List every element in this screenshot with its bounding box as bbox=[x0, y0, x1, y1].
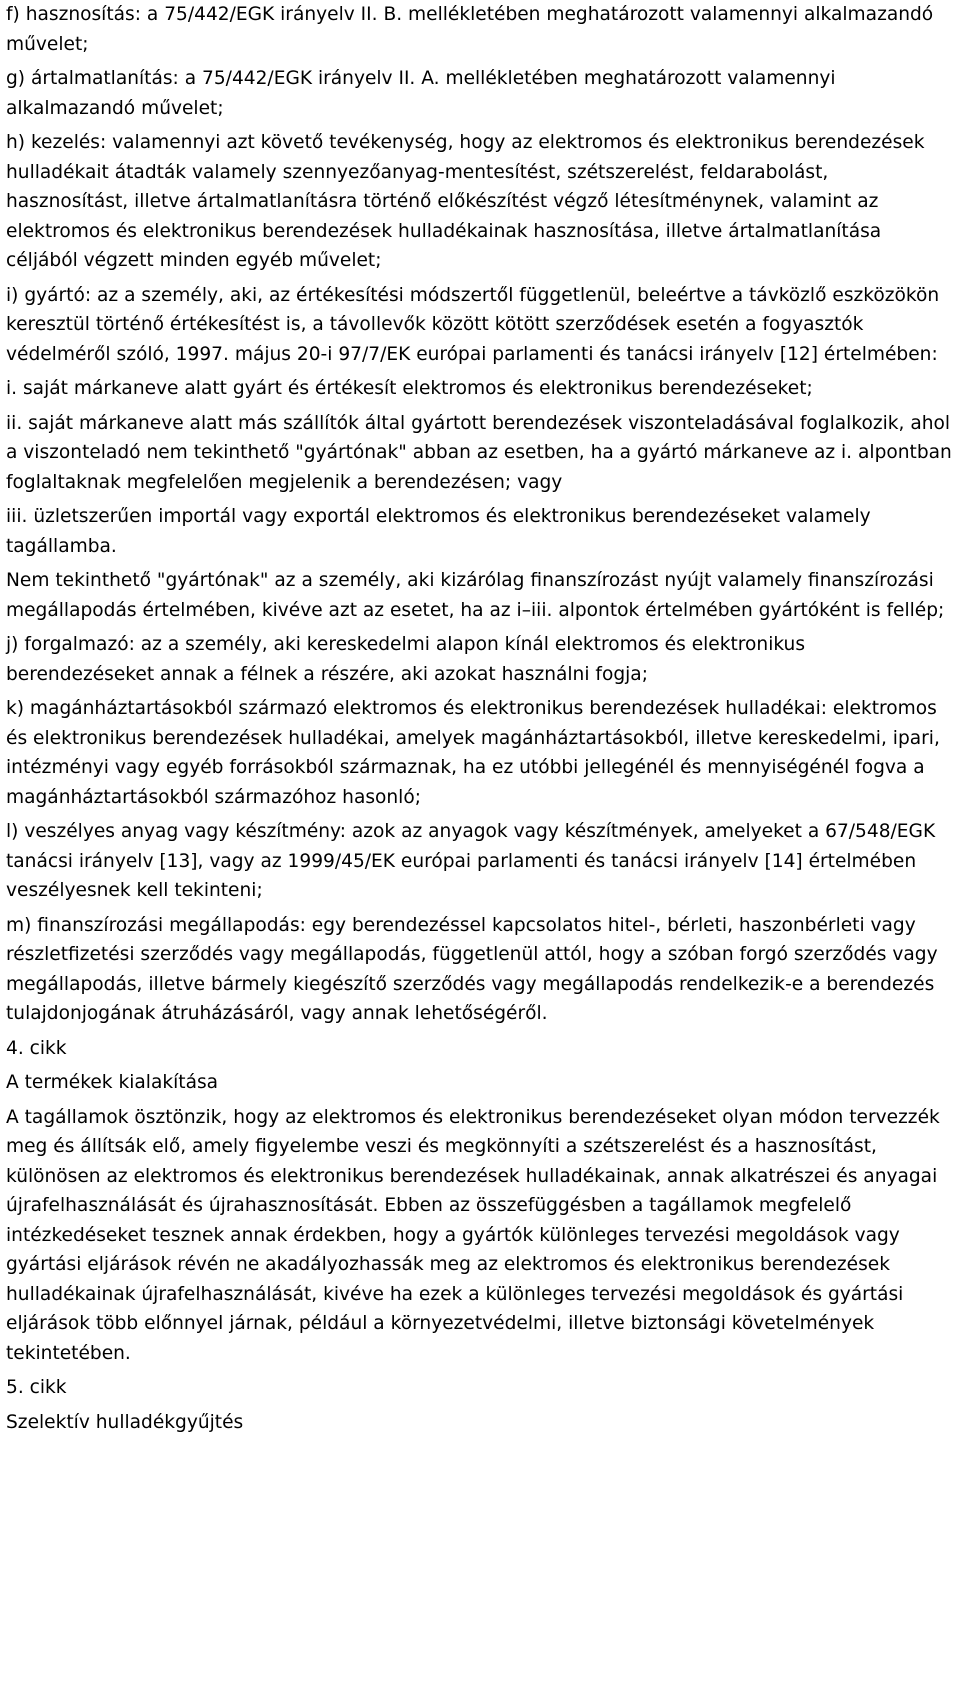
paragraph-f-hasznositas: f) hasznosítás: a 75/442/EGK irányelv II. B. mellékletében meghatározott valamennyi alkalmazandó művelet; bbox=[6, 4, 934, 55]
paragraph-nem-gyarto: Nem tekinthető "gyártónak" az a személy, aki kizárólag finanszírozást nyújt valamely finanszírozási megállapodás értelmében, kivéve azt az esetet, ha az i–iii. alpontok értelmében gyártóként is fellép; bbox=[6, 570, 945, 621]
subpoint-i: i. saját márkaneve alatt gyárt és értékesít elektromos és elektronikus berendezéseket; bbox=[6, 378, 813, 399]
paragraph-m-finanszirozasi: m) finanszírozási megállapodás: egy berendezéssel kapcsolatos hitel-, bérleti, haszonbérleti vagy részletfizetési szerződés vagy megállapodás, függetlenül attól, hogy a szóban forgó szerződés vagy megállapodás, illetve bármely kiegészítő szerződés vagy megállapodás rendelkezik-e a berendezés tulajdonjogának átruházásáról, vagy annak lehetőségéről. bbox=[6, 914, 938, 1024]
article-4-title: A termékek kialakítása bbox=[6, 1072, 219, 1093]
paragraph-j-forgalmazo: j) forgalmazó: az a személy, aki kereskedelmi alapon kínál elektromos és elektronikus berendezéseket annak a félnek a részére, aki azokat használni fogja; bbox=[6, 634, 806, 685]
paragraph-i-gyarto: i) gyártó: az a személy, aki, az értékesítési módszertől függetlenül, beleértve a távközlő eszközökön keresztül történő értékesítést is, a távollevők között kötött szerződések esetén a fogyasztók védelméről szóló, 1997. május 20-i 97/7/EK európai parlamenti és tanácsi irányelv [12] értelmében: bbox=[6, 284, 940, 365]
subpoint-iii: iii. üzletszerűen importál vagy exportál elektromos és elektronikus berendezéseket valamely tagállamba. bbox=[6, 506, 871, 557]
article-5-title: Szelektív hulladékgyűjtés bbox=[6, 1411, 244, 1433]
article-4-heading: 4. cikk bbox=[6, 1037, 67, 1059]
article-4-body: A tagállamok ösztönzik, hogy az elektromos és elektronikus berendezéseket olyan módon tervezzék meg és állítsák elő, amely figyelembe veszi és megkönnyíti a szétszerelést és a hasznosítást, különösen az elektromos és elektronikus berendezések hulladékainak, annak alkatrészei és anyagai újrafelhasználását és újrahasznosítását. Ebben az összefüggésben a tagállamok megfelelő intézkedéseket tesznek annak érdekben, hogy a gyártók különleges tervezési megoldások vagy gyártási eljárások révén ne akadályozhassák meg az elektromos és elektronikus berendezések hulladékainak újrafelhasználását, kivéve ha ezek a különleges tervezési megoldások és gyártási eljárások több előnnyel járnak, például a környezetvédelmi, illetve biztonsági követelmények tekintetében. bbox=[6, 1106, 940, 1364]
paragraph-k-maganhaztartas: k) magánháztartásokból származó elektromos és elektronikus berendezések hulladékai: elektromos és elektronikus berendezések hulladékai, amelyek magánháztartásokból, illetve kereskedelmi, ipari, intézményi vagy egyéb forrásokból származnak, ha ez utóbbi jellegénél és mennyiségénél fogva a magánháztartásokból származóhoz hasonló; bbox=[6, 698, 940, 808]
paragraph-h-kezeles: h) kezelés: valamennyi azt követő tevékenység, hogy az elektromos és elektronikus berendezések hulladékait átadták valamely szennyezőanyag-mentesítést, szétszerelést, feldarabolást, hasznosítást, illetve ártalmatlanításra történő előkészítést végző létesítménynek, valamint az elektromos és elektronikus berendezések hulladékainak hasznosítása, illetve ártalmatlanítása céljából végzett minden egyéb művelet; bbox=[6, 132, 925, 271]
article-5-heading: 5. cikk bbox=[6, 1377, 67, 1398]
document-body bbox=[6, 0, 954, 1437]
subpoint-ii: ii. saját márkaneve alatt más szállítók által gyártott berendezések viszonteladásával foglalkozik, ahol a viszonteladó nem tekinthető "gyártónak" abban az esetben, ha a gyártó márkaneve az i. alpontban foglaltaknak megfelelően megjelenik a berendezésen; vagy bbox=[6, 412, 952, 493]
paragraph-l-veszelyes-anyag: l) veszélyes anyag vagy készítmény: azok az anyagok vagy készítmények, amelyeket a 67/548/EGK tanácsi irányelv [13], vagy az 1999/45/EK európai parlamenti és tanácsi irányelv [14] értelmében veszélyesnek kell tekinteni; bbox=[6, 821, 936, 901]
paragraph-g-artalmatlanitas: g) ártalmatlanítás: a 75/442/EGK irányelv II. A. mellékletében meghatározott valamennyi alkalmazandó művelet; bbox=[6, 68, 836, 119]
